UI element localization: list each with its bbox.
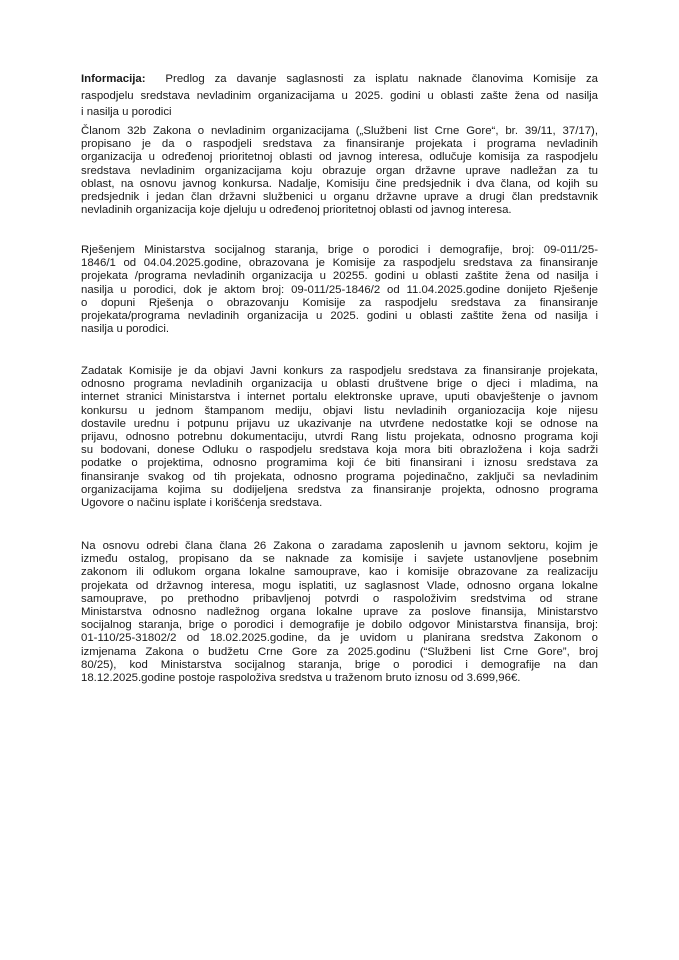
text-line: predsjednik i jedan član državni službenici u organu državne uprave a drugi član predstavnik	[81, 190, 598, 203]
text-line: zakonom ili odlukom organa lokalne samouprave, kao i komisije obrazovane za realizaciju	[81, 566, 598, 579]
text-line: raspodjelu sredstava nevladinim organizacijama u 2025. godini u oblasti zašte žena od nasilja	[81, 89, 598, 102]
text-line: Ugovore o načinu isplate i korišćenja sredstava.	[81, 496, 323, 509]
text-line: projekata od državnog interesa, mogu isplatiti, uz saglasnost Vlade, odnosno organa lokalne	[81, 579, 598, 592]
text-line: projekata /programa nevladinih organizacija u 20255. godini u oblasti zaštite žena od nasilja i	[81, 270, 598, 283]
text-line: socijalnog staranja, brige o porodici i demografije je dobilo odgovor Ministarstva finansija, broj:	[81, 619, 598, 632]
text-line: nasilja u porodici, dok je aktom broj: 09-011/25-1846/2 od 11.04.2025.godine donijeto Rješenje	[81, 283, 598, 296]
text-line: podatke o projektima, odnosno programima koji će biti finansirani i iznosu sredstava za	[81, 457, 598, 470]
text-line: organizacija u određenoj prioritetnoj oblasti od javnog interesa, odlučuje komisija za raspodjelu	[81, 151, 598, 164]
legal-basis-paragraph	[81, 125, 598, 217]
text-line: konkursu u jednom štampanom mediju, objavi listu nevladinih organiozacija koje nijesu	[81, 404, 598, 417]
text-line: propisano je da o raspodjeli sredstava za finansiranje projekata i programa nevladinih	[81, 138, 598, 151]
commission-task-paragraph	[81, 365, 598, 510]
text-line: 1846/1 od 04.04.2025.godine, obrazovana je Komisije za raspodjelu sredstava za finansiranje	[81, 257, 598, 270]
text-line: 01-110/25-31802/2 od 18.02.2025.godine, da je uvidom u planirana sredstva Zakonom o	[81, 632, 598, 645]
intro-paragraph	[81, 71, 598, 121]
text-line: Zadatak Komisije je da objavi Javni konkurs za raspodjelu sredstava za finansiranje projekata,	[81, 365, 598, 377]
text-line: Na osnovu odrebi člana člana 26 Zakona o zaradama zaposlenih u javnom sektoru, kojim je	[81, 540, 598, 552]
text-line: finansiranje svakog od tih projekata, odnosno programa pojedinačno, zaključi sa nevladinim	[81, 470, 598, 483]
information-label: Informacija:	[81, 73, 146, 85]
text-line: Članom 32b Zakona o nevladinim organizacijama („Službeni list Crne Gore“, br. 39/11, 37/17),	[81, 125, 598, 137]
subject-text: Predlog za davanje saglasnosti za isplatu naknade članovima Komisije za	[165, 73, 598, 85]
text-line: o dopuni Rješenja o obrazovanju Komisije za raspodjelu sredstava za finansiranje	[81, 296, 598, 309]
text-line: dostavile urednu i potpunu prijavu uz ukazivanje na utvrđene nedostatke koji se odnose na	[81, 417, 598, 430]
text-line: Ministarstva odnosno nadležnog organa lokalne uprave za poslove finansija, Ministarstvo	[81, 605, 598, 618]
text-line: oblast, na osnovu javnog konkursa. Nadalje, Komisiju čine predsjednik i dva člana, od kojih su	[81, 177, 598, 190]
text-line: odnosno programa nevladinih organizacija u oblasti društvene brige o djeci i mladima, na	[81, 378, 598, 391]
text-line: nasilja u porodici.	[81, 323, 170, 336]
text-line: i nasilja u porodici	[81, 106, 172, 118]
text-line: internet stranici Ministarstva i internet portalu elektronske uprave, uputi obavještenje o javnom	[81, 391, 598, 404]
text-line	[81, 71, 598, 88]
text-line: 18.12.2025.godine postoje raspoloživa sredstva u traženom bruto iznosu od 3.699,96€.	[81, 671, 521, 684]
text-line: izmjenama Zakona o budžetu Crne Gore za 2025.godinu (“Službeni list Crne Gore”, broj	[81, 645, 598, 658]
text-line: 80/25), kod Ministarstva socijalnog staranja, brige o porodici i demografije na dan	[81, 658, 598, 671]
funding-paragraph	[81, 540, 598, 685]
text-line: između ostalog, propisano da se naknade za komisije i savjete ustanovljene posebnim	[81, 553, 598, 566]
decision-paragraph	[81, 244, 598, 336]
text-line: Rješenjem Ministarstva socijalnog staranja, brige o porodici i demografije, broj: 09-011/25-	[81, 244, 598, 256]
text-line: sredstava nevladinim organizacijama koju obrazuje organ državne uprave nadležan za tu	[81, 164, 598, 177]
text-line: su bodovani, donese Odluku o raspodjelu sredstava koja mora biti obrazložena i koja sadrži	[81, 444, 598, 457]
text-line: samouprave, po prethodno pribavljenoj potvrdi o raspoloživim sredstvima od strane	[81, 592, 598, 605]
text-line: nevladinih organizacija koje djeluju u određenoj prioritetnoj oblasti od javnog interesa.	[81, 204, 512, 217]
text-line: projekata/programa nevladinih organizacija u 2025. godini u oblasti zaštite žena od nasilja i	[81, 309, 598, 322]
text-line: organizacijama kojima su dodijeljena sredstva za finansiranje projekta, odnosno programa	[81, 483, 598, 496]
text-line: prijavu, odnosno potrebnu dokumentaciju, utvrdi Rang listu projekata, odnosno programa koji	[81, 430, 598, 443]
